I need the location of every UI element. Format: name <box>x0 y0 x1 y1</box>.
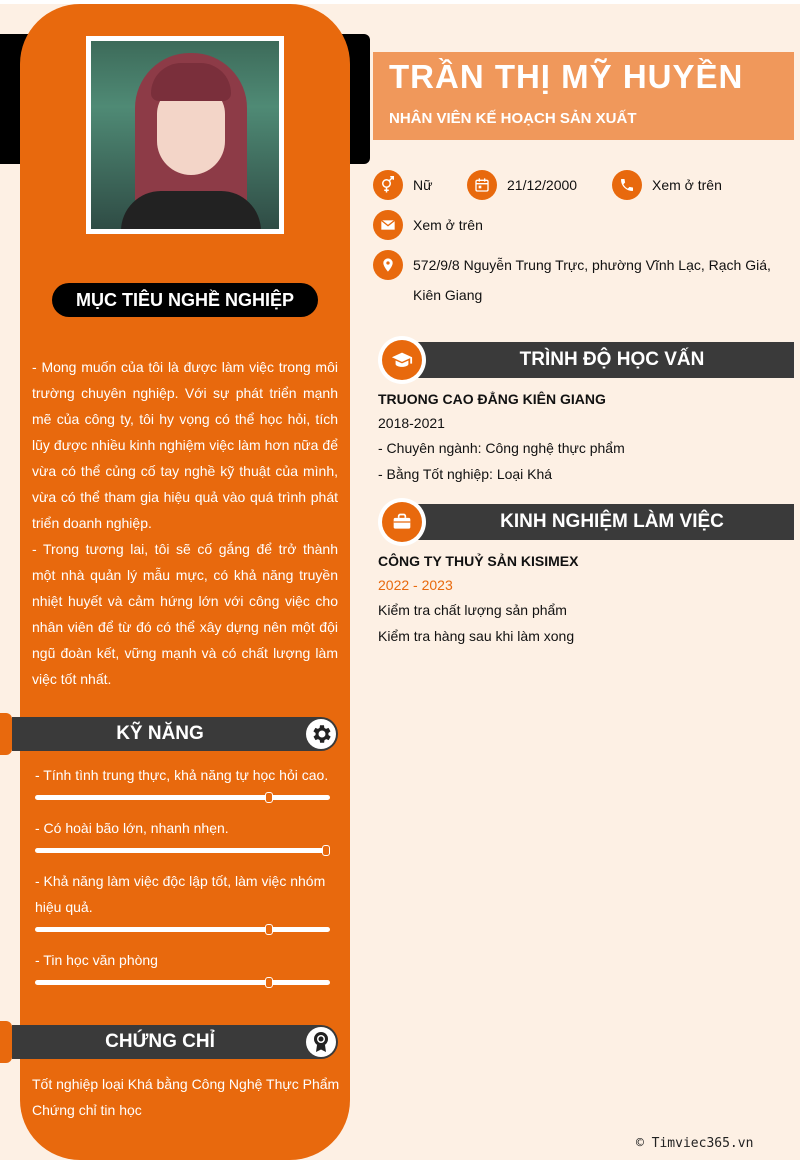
work-duty: Kiểm tra hàng sau khi làm xong <box>378 628 575 644</box>
company-name: CÔNG TY THUỶ SẢN KISIMEX <box>378 553 579 569</box>
certificate-item: Chứng chỉ tin học <box>32 1102 142 1118</box>
school-name: TRUONG CAO ĐẲNG KIÊN GIANG <box>378 391 606 407</box>
birthday-value: 21/12/2000 <box>507 177 578 193</box>
education-title: TRÌNH ĐỘ HỌC VẤN <box>400 342 794 378</box>
skill-label: - Khả năng làm việc độc lập tốt, làm việc nhóm hiệu quả. <box>35 873 326 915</box>
objective-paragraph-2: - Trong tương lai, tôi sẽ cố gắng để trở thành một nhà quản lý mẫu mực, có khả năng truyền nhiệt huyết và cảm hứng lớn với công việc cho nhân viên để từ đó có thể xây dựng nên một đội ngũ đoàn kết, vững mạnh và có chất lượng làm việc tốt nhất. <box>32 541 338 687</box>
graduation-cap-icon <box>382 340 422 380</box>
skill-bar <box>35 980 330 985</box>
phone-value: Xem ở trên <box>652 177 722 193</box>
decor-notch <box>0 1021 12 1063</box>
decor-notch <box>0 713 12 755</box>
objective-title: MỤC TIÊU NGHỀ NGHIỆP <box>52 283 318 317</box>
email-icon <box>373 210 403 240</box>
gender-icon <box>373 170 403 200</box>
certificates-title: CHỨNG CHỈ <box>105 1031 215 1052</box>
skill-bar-knob <box>265 792 273 803</box>
skills-title: KỸ NĂNG <box>116 723 204 744</box>
job-title: NHÂN VIÊN KẾ HOẠCH SẢN XUẤT <box>389 110 637 127</box>
name-header <box>373 52 794 140</box>
email-value: Xem ở trên <box>413 217 483 233</box>
footer-credit: © Timviec365.vn <box>636 1136 754 1151</box>
gear-icon <box>306 719 336 749</box>
location-icon <box>373 250 403 280</box>
experience-title: KINH NGHIỆM LÀM VIỆC <box>400 504 794 540</box>
skill-bar-knob <box>265 977 273 988</box>
objective-text <box>32 354 338 692</box>
skill-bar-knob <box>322 845 330 856</box>
objective-paragraph-1: - Mong muốn của tôi là được làm việc trong môi trường chuyên nghiệp. Với sự phát triển mạnh mẽ của công ty, tôi hy vọng có thể học hỏi, tích lũy được nhiều kinh nghiệm việc làm hơn nữa để vừa có thể củng cố tay nghề kỹ thuật của mình, vừa có thể tham gia hiệu quả vào quá trình phát triển doanh nghiệp. <box>32 359 338 531</box>
work-duty: Kiểm tra chất lượng sản phẩm <box>378 602 567 618</box>
award-icon <box>306 1027 336 1057</box>
avatar <box>86 36 284 234</box>
certificates-title-bar <box>12 1025 338 1059</box>
certificates-list <box>32 1071 342 1123</box>
education-major: - Chuyên ngành: Công nghệ thực phẩm <box>378 440 625 456</box>
education-header <box>378 336 794 384</box>
skill-bar-knob <box>265 924 273 935</box>
skill-label: - Tính tình trung thực, khả năng tự học hỏi cao. <box>35 767 329 783</box>
education-degree: - Bằng Tốt nghiệp: Loại Khá <box>378 466 553 482</box>
briefcase-icon <box>382 502 422 542</box>
portrait-photo <box>91 41 279 229</box>
full-name: TRẦN THỊ MỸ HUYỀN <box>389 58 744 95</box>
skill-bar <box>35 848 330 853</box>
gender-value: Nữ <box>413 177 433 193</box>
skill-bar <box>35 795 330 800</box>
education-years: 2018-2021 <box>378 415 445 431</box>
certificate-item: Tốt nghiệp loại Khá bằng Công Nghệ Thực Phẩm <box>32 1076 340 1092</box>
calendar-icon <box>467 170 497 200</box>
skill-bar <box>35 927 330 932</box>
experience-header <box>378 498 794 546</box>
phone-icon <box>612 170 642 200</box>
skill-label: - Tin học văn phòng <box>35 952 158 968</box>
address-line-2: Kiên Giang <box>413 287 483 303</box>
work-period: 2022 - 2023 <box>378 577 453 593</box>
skill-label: - Có hoài bão lớn, nhanh nhẹn. <box>35 820 229 836</box>
skills-title-bar <box>12 717 338 751</box>
address-line-1: 572/9/8 Nguyễn Trung Trực, phường Vĩnh Lạc, Rạch Giá, <box>413 257 771 273</box>
